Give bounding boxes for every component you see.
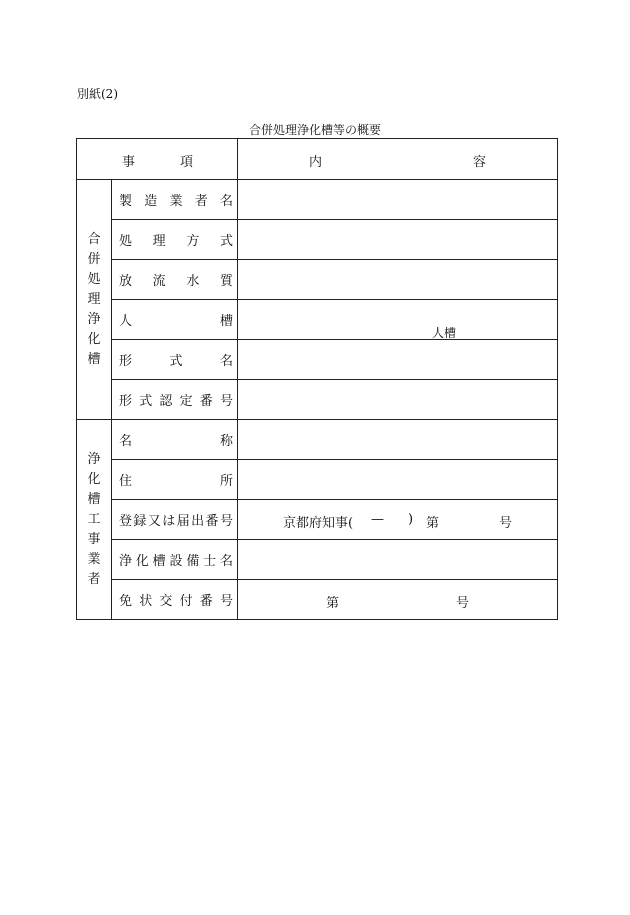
- content-cell-effluent-quality[interactable]: [238, 260, 558, 300]
- table-row: [77, 220, 558, 260]
- license-dai: 第: [326, 596, 340, 611]
- item-label-treatment-method: 処理方式: [119, 234, 233, 249]
- item-label-certification-number: 形式認定番号: [119, 394, 233, 409]
- item-label-address: 住 所: [119, 474, 233, 489]
- item-cell: [112, 220, 238, 260]
- item-label-registration-number: 登録又は届出番号: [119, 514, 233, 529]
- item-label-model-name: 形 式 名: [119, 354, 233, 369]
- item-label-effluent-quality: 放流水質: [119, 274, 233, 289]
- item-label-engineer-name: 浄化槽設備士名: [119, 554, 233, 569]
- group-label-septic-tank: [77, 180, 112, 420]
- header-row: [77, 139, 558, 180]
- table-row: [77, 380, 558, 420]
- content-cell-capacity[interactable]: [238, 300, 558, 340]
- document-title: 合併処理浄化槽等の概要: [248, 123, 381, 137]
- header-content-cell: [238, 139, 558, 180]
- registration-dash: —: [371, 512, 384, 527]
- content-cell-certification-number[interactable]: [238, 380, 558, 420]
- item-cell: [112, 500, 238, 540]
- item-cell: [112, 420, 238, 460]
- item-cell: [112, 580, 238, 620]
- item-cell: [112, 180, 238, 220]
- table-row: [77, 460, 558, 500]
- content-cell-engineer-name[interactable]: [238, 540, 558, 580]
- item-cell: [112, 460, 238, 500]
- item-label-capacity: 人 槽: [119, 314, 233, 329]
- table-row: [77, 540, 558, 580]
- item-cell: [112, 260, 238, 300]
- registration-close-paren: ): [408, 512, 414, 527]
- overview-table: [76, 138, 558, 620]
- item-label-name: 名 称: [119, 434, 233, 449]
- table-row: [77, 340, 558, 380]
- content-cell-license-number[interactable]: [238, 580, 558, 620]
- header-content-char-2: 容: [473, 155, 487, 170]
- item-cell: [112, 540, 238, 580]
- item-cell: [112, 340, 238, 380]
- registration-prefix: 京都府知事(: [283, 516, 354, 531]
- item-label-manufacturer: 製造業者名: [119, 194, 233, 209]
- group-label-contractor: [77, 420, 112, 620]
- item-cell: [112, 380, 238, 420]
- header-item-char-2: 項: [180, 155, 194, 170]
- document-label: 別紙(2): [77, 87, 118, 101]
- group-label-text: 浄化槽工事業者: [87, 451, 101, 587]
- item-cell: [112, 300, 238, 340]
- content-cell-registration-number[interactable]: [238, 500, 558, 540]
- header-content-char-1: 内: [309, 155, 323, 170]
- table-row: [77, 300, 558, 340]
- registration-go: 号: [499, 516, 513, 531]
- capacity-unit-text: 人槽: [432, 326, 457, 340]
- table-row: [77, 420, 558, 460]
- content-cell-manufacturer[interactable]: [238, 180, 558, 220]
- item-label-license-number: 免状交付番号: [119, 594, 233, 609]
- table-row: [77, 500, 558, 540]
- table-row: [77, 180, 558, 220]
- registration-dai: 第: [426, 516, 440, 531]
- header-item-cell: [77, 139, 238, 180]
- content-cell-model-name[interactable]: [238, 340, 558, 380]
- header-item-char-1: 事: [122, 155, 136, 170]
- content-cell-treatment-method[interactable]: [238, 220, 558, 260]
- content-cell-name[interactable]: [238, 420, 558, 460]
- group-label-text: 合併処理浄化槽: [87, 231, 101, 367]
- content-cell-address[interactable]: [238, 460, 558, 500]
- table-row: [77, 580, 558, 620]
- table-row: [77, 260, 558, 300]
- license-go: 号: [456, 596, 470, 611]
